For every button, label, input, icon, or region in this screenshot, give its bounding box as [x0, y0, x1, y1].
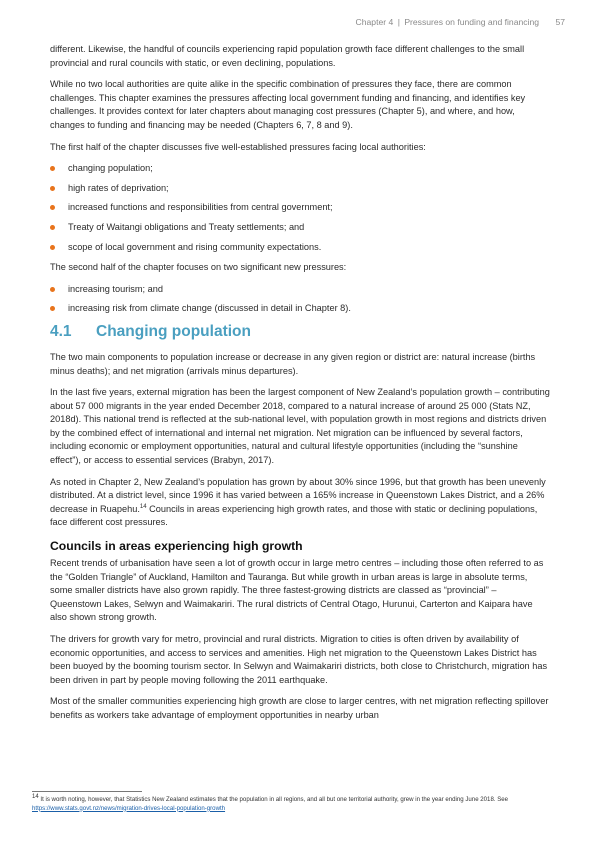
chapter-label: Chapter 4	[355, 17, 394, 27]
list-item: increasing risk from climate change (discussed in detail in Chapter 8).	[50, 302, 550, 316]
pressures-list	[50, 162, 550, 254]
list-item: scope of local government and rising community expectations.	[50, 241, 550, 255]
section-title: Changing population	[96, 322, 251, 340]
list-item: changing population;	[50, 162, 550, 176]
bullet-icon	[50, 287, 55, 292]
subsection-paragraph-2: The drivers for growth vary for metro, provincial and rural districts. Migration to cities is often driven by availability of economic opportunities, and access to services and amenities. High net migration to the Queenstown Lakes District has been buoyed by the booming tourism sector. In Selwyn and Waimakariri districts, both close to Christchurch, migration has been driven in part by people moving following the 2011 earthquake.	[50, 634, 548, 685]
subsection-heading: Councils in areas experiencing high growth	[50, 539, 303, 554]
bullet-icon	[50, 205, 55, 210]
list-item: Treaty of Waitangi obligations and Treaty settlements; and	[50, 221, 550, 235]
footnote-link[interactable]: https://www.stats.govt.nz/news/migration-drives-local-population-growth	[32, 804, 226, 812]
section-heading	[50, 323, 550, 341]
page-header	[356, 17, 565, 27]
bullet-icon	[50, 225, 55, 230]
header-separator: |	[397, 17, 400, 27]
chapter-title: Pressures on funding and financing	[404, 17, 540, 27]
section-paragraph-2: In the last five years, external migration has been the largest component of New Zealand’s population growth – contributing about 57 000 migrants in the year ended December 2018, compared to a natural increase of around 25 000 (Stats NZ, 2018d). This national trend is reflected at the sub-national level, with population growth in most regions and districts driven by the combined effect of international and internal net migration. Net migration can be influenced by several factors, including economic or employment opportunities, natural and cultural lifestyle opportunities (including the “sunshine effect”), or access to essential services (Brabyn, 2017).	[50, 387, 550, 466]
list-item: increasing tourism; and	[50, 283, 550, 297]
subsection-paragraph-3: Most of the smaller communities experiencing high growth are close to larger centres, with net migration reflecting spillover benefits as workers take advantage of employment opportunities in nearby urban	[50, 696, 549, 720]
bullet-icon	[50, 186, 55, 191]
intro-paragraph-4: The second half of the chapter focuses on two significant new pressures:	[50, 262, 347, 273]
intro-paragraph-2: While no two local authorities are quite alike in the specific combination of pressures they face, there are common challenges. This chapter examines the pressures affecting local government funding and financing, and identifies key challenges. It provides context for later chapters about managing cost pressures (Chapter 5), and where, and how, changes to funding and financing may be needed (Chapters 6, 7, 8 and 9).	[50, 79, 526, 130]
page-body	[50, 43, 550, 731]
section-paragraph-3: As noted in Chapter 2, New Zealand’s population has grown by about 30% since 1996, but that growth has been unevenly distributed. At a district level, since 1996 it has varied between a 165% increase in Queenstown Lakes District, and a 26% decrease in Ruapehu.$^{14}$ Councils in areas experiencing high growth rates, and those with static or declining populations, face different cost pressures.	[50, 476, 546, 528]
footnote-ref[interactable]: 14	[139, 503, 147, 510]
footnote-number: 14	[32, 793, 39, 800]
section-paragraph-1: The two main components to population increase or decrease in any given region or district are: natural increase (births minus deaths); and net migration (arrivals minus departures).	[50, 351, 536, 376]
footnote	[32, 793, 552, 813]
footnote-divider	[32, 791, 142, 792]
page-number: 57	[555, 17, 565, 27]
bullet-icon	[50, 166, 55, 171]
bullet-icon	[50, 306, 55, 311]
footnote-text: It is worth noting, however, that Statistics New Zealand estimates that the population in all regions, and all but one territorial authority, grew in the year ending June 2018. See	[38, 796, 509, 803]
subsection-paragraph-1: Recent trends of urbanisation have seen a lot of growth occur in large metro centres – including those often referred to as the “Golden Triangle” of Auckland, Hamilton and Tauranga. But while growth in urban areas is large in absolute terms, some smaller districts have also grown rapidly. The three fastest-growing districts are classed as “provincial” – Queenstown Lakes, Selwyn and Waimakariri. The rural districts of Central Otago, Hurunui, Carterton and Kaipara have also shown strong growth.	[50, 558, 544, 623]
list-item: increased functions and responsibilities from central government;	[50, 201, 550, 215]
bullet-icon	[50, 245, 55, 250]
intro-paragraph-1: different. Likewise, the handful of councils experiencing rapid population growth face different challenges to the small provincial and rural councils with static, or even declining, populations.	[50, 44, 525, 68]
list-item: high rates of deprivation;	[50, 182, 550, 196]
section-number: 4.1	[50, 322, 72, 340]
new-pressures-list	[50, 283, 550, 316]
intro-paragraph-3: The first half of the chapter discusses five well-established pressures facing local authorities:	[50, 141, 426, 152]
